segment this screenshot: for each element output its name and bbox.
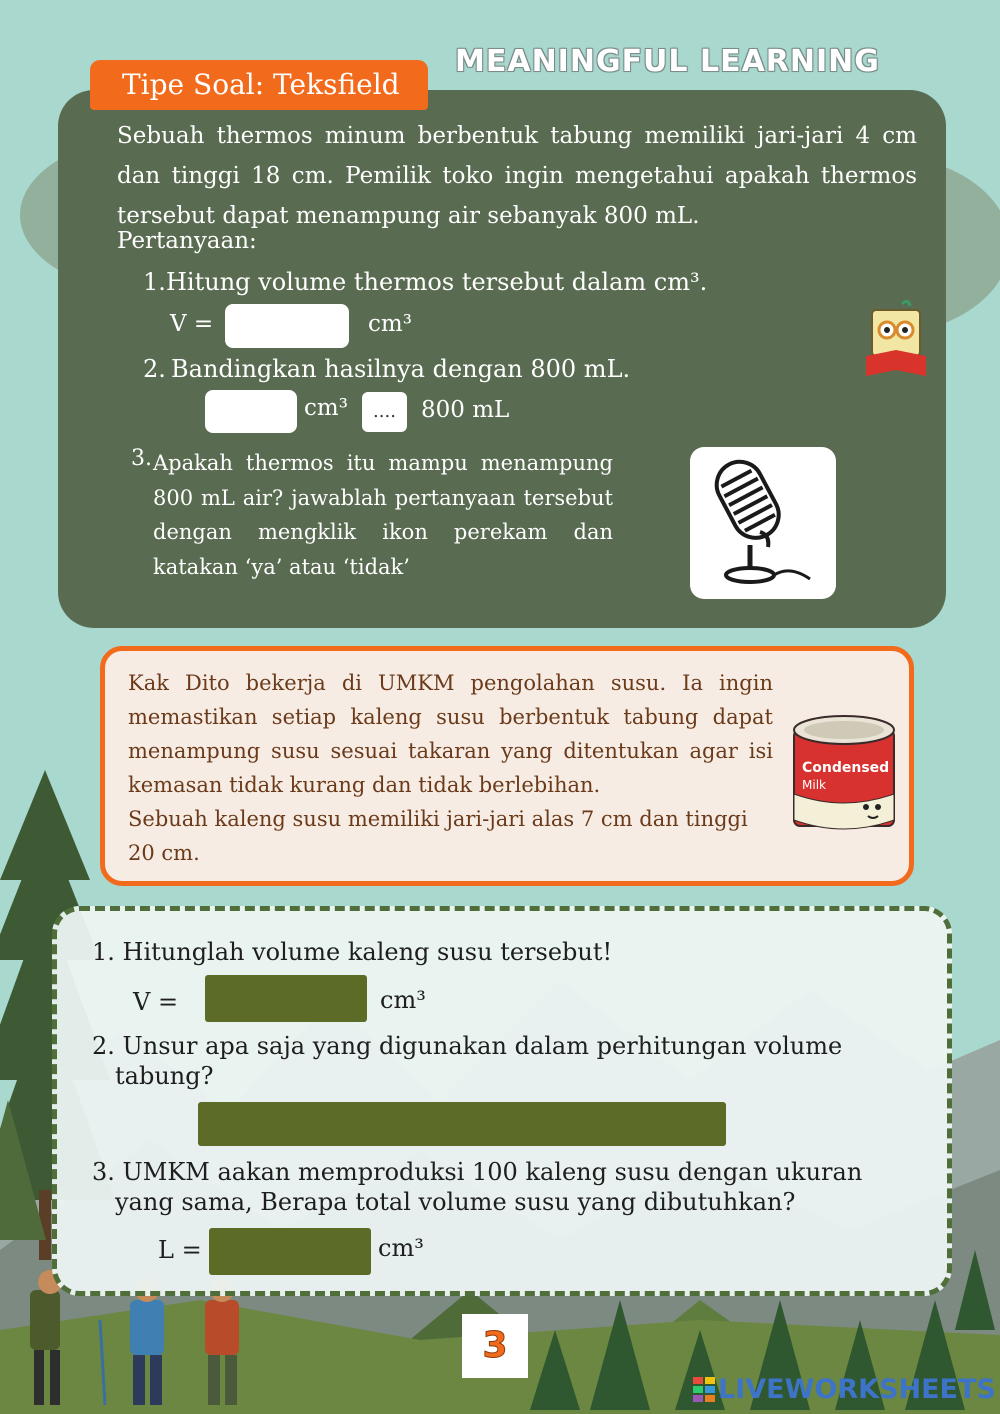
book-mascot-icon [862,298,934,382]
q1-number: 1. [143,268,166,296]
q2-text: Bandingkan hasilnya dengan 800 mL. [171,355,631,383]
milk-q2-line1: 2. Unsur apa saja yang digunakan dalam perhitungan volume [92,1032,843,1060]
milk-q2-line2: tabung? [115,1062,214,1090]
milk-q1-v-label: V = [133,988,179,1016]
milk-q3-line1: 3. UMKM aakan memproduksi 100 kaleng susu dengan ukuran [92,1158,863,1186]
question-type-tab: Tipe Soal: Teksfield [90,60,428,110]
can-label-milk: Milk [802,778,826,792]
total-volume-input[interactable] [209,1228,371,1275]
record-button[interactable] [690,447,836,599]
q1-text: Hitung volume thermos tersebut dalam cm³. [166,268,708,296]
q1-v-label: V = [170,311,214,337]
liveworksheets-brand[interactable]: LIVEWORKSHEETS [718,1374,996,1405]
thermos-paragraph: Sebuah thermos minum berbentuk tabung memiliki jari-jari 4 cm dan tinggi 18 cm. Pemilik toko ingin mengetahui apakah thermos tersebut dapat menampung air sebanyak 800 mL. [117,123,917,229]
milk-can-illustration [788,712,900,840]
compare-volume-input[interactable] [205,390,297,433]
q2-value: 800 mL [421,397,510,423]
liveworksheets-logo-icon [693,1377,715,1403]
q2-number: 2. [143,355,166,383]
meaningful-learning-title: MEANINGFUL LEARNING [455,44,880,79]
q1-unit: cm³ [368,311,412,337]
milk-q1-unit: cm³ [380,986,426,1014]
comparison-sign-select[interactable]: .... [362,392,407,432]
milk-can-icon [788,712,900,840]
thermos-volume-input[interactable] [225,304,349,348]
q3-number: 3. [131,446,152,471]
milk-q3-unit: cm³ [378,1234,424,1262]
milk-q1-text: 1. Hitunglah volume kaleng susu tersebut! [92,938,613,966]
question-heading: Pertanyaan: [117,228,257,254]
milk-q3-line2: yang sama, Berapa total volume susu yang dibutuhkan? [115,1188,796,1216]
q3-text: Apakah thermos itu mampu menampung 800 mL air? jawablah pertanyaan tersebut dengan mengklik ikon perekam dan katakan ‘ya’ atau ‘tidak’ [153,451,613,579]
milk-paragraph-1: Kak Dito bekerja di UMKM pengolahan susu. Ia ingin memastikan setiap kaleng susu berbentuk tabung dapat menampung susu sesuai takaran yang ditentukan agar isi kemasan tidak kurang dan tidak berlebihan. [128,671,773,797]
q2-unit: cm³ [304,395,348,421]
milk-paragraph-2: Sebuah kaleng susu memiliki jari-jari alas 7 cm dan tinggi 20 cm. [128,807,748,865]
microphone-icon [690,447,836,599]
milk-volume-input[interactable] [205,975,367,1022]
cylinder-elements-input[interactable] [198,1102,726,1146]
can-label-condensed: Condensed [802,760,890,776]
milk-q3-l-label: L = [158,1236,202,1264]
page-number: 3 [462,1314,528,1378]
